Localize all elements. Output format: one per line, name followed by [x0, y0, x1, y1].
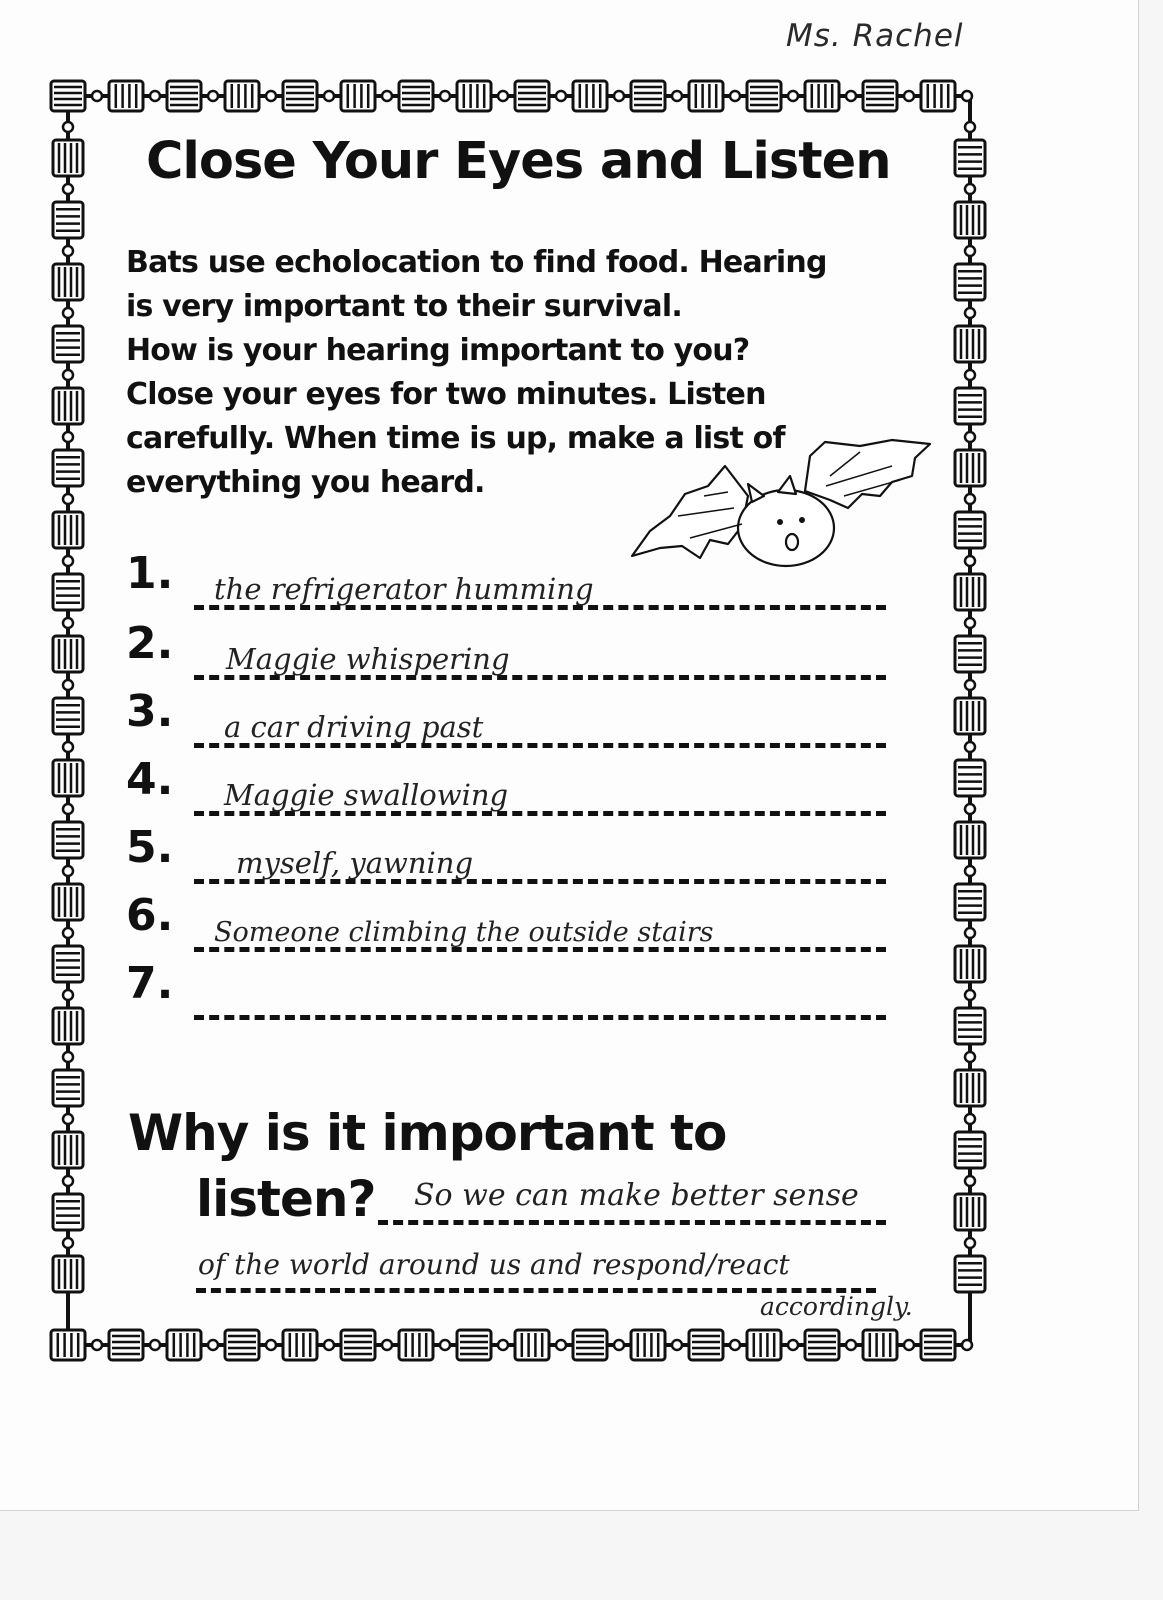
worksheet-title: Close Your Eyes and Listen [146, 132, 891, 191]
list-item [126, 958, 886, 1028]
answer-line [378, 1220, 886, 1225]
list-item [126, 822, 886, 892]
item-answer: myself, yawning [236, 846, 474, 880]
instruction-line: Close your eyes for two minutes. Listen [126, 377, 766, 412]
item-answer: Maggie swallowing [224, 778, 509, 812]
list-item [126, 618, 886, 688]
question-heading: Why is it important to [128, 1104, 727, 1162]
question-answer-line3: accordingly. [760, 1292, 913, 1321]
list-item [126, 890, 886, 960]
item-number: 1. [126, 548, 174, 599]
instruction-line: is very important to their survival. [126, 289, 682, 324]
item-number: 6. [126, 890, 174, 941]
item-answer: Maggie whispering [226, 642, 510, 676]
item-number: 5. [126, 822, 174, 873]
item-answer: the refrigerator humming [214, 572, 594, 606]
list-item [126, 686, 886, 756]
question-answer-line2: of the world around us and respond/react [198, 1248, 790, 1281]
answer-line [194, 1015, 886, 1020]
item-number: 7. [126, 958, 174, 1009]
item-answer: Someone climbing the outside stairs [214, 917, 714, 948]
instruction-line: How is your hearing important to you? [126, 333, 750, 368]
instruction-line: Bats use echolocation to find food. Hearing [126, 245, 827, 280]
question-heading-cont: listen? [196, 1170, 376, 1228]
instruction-line: carefully. When time is up, make a list of [126, 421, 785, 456]
author-name: Ms. Rachel [786, 18, 964, 54]
instruction-line: everything you heard. [126, 465, 485, 500]
list-item [126, 548, 886, 618]
item-number: 4. [126, 754, 174, 805]
item-number: 3. [126, 686, 174, 737]
item-answer: a car driving past [224, 710, 484, 744]
question-answer-line1: So we can make better sense [414, 1178, 859, 1213]
list-item [126, 754, 886, 824]
item-number: 2. [126, 618, 174, 669]
